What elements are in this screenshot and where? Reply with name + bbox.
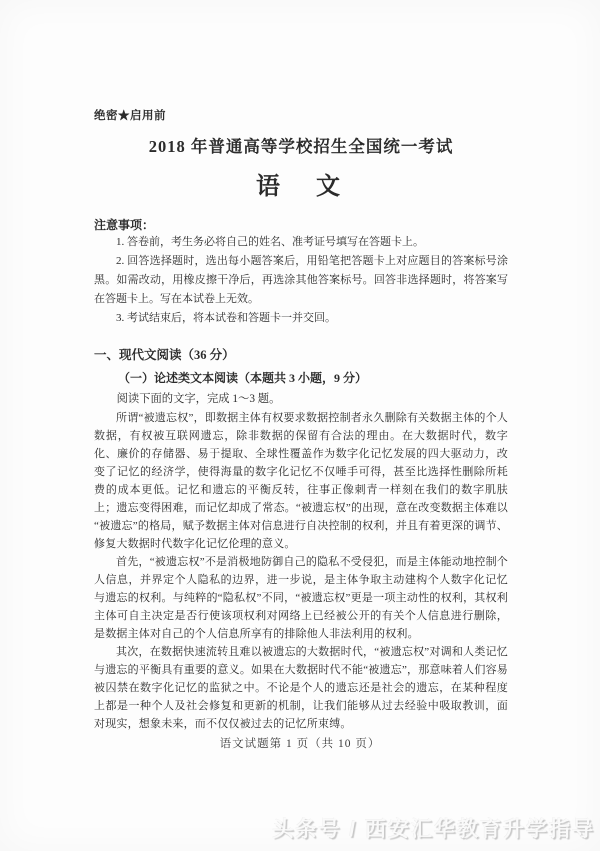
passage-paragraph-3: 其次，在数据快速流转且难以被遗忘的大数据时代，“被遗忘权”对调和人类记忆与遗忘的平衡具有重要的意义。如果在大数据时代不能“被遗忘”，那意味着人们容易被囚禁在数字化记忆的监狱之中。不论是个人的遗忘还是社会的遗忘，在某种程度上都是一种个人及社会修复和更新的机制，让我们能够从过去经验中吸取教训，面对现实，想象未来，而不仅仅被过去的记忆所束缚。	[94, 646, 508, 730]
subsection-heading-argumentative-text: （一）论述类文本阅读（本题共 3 小题，9 分）	[118, 371, 368, 385]
subject-title: 语 文	[256, 174, 346, 200]
watermark: 头条号 / 西安汇华教育升学指导	[272, 818, 595, 841]
notice-section	[94, 216, 508, 328]
notice-item-3: 3. 考试结束后，将本试卷和答题卡一并交回。	[116, 312, 336, 324]
reading-instruction: 阅读下面的文字，完成 1～3 题。	[116, 393, 281, 405]
notice-heading: 注意事项：	[94, 218, 155, 232]
page-number-footer: 语文试题第 1 页（共 10 页）	[219, 738, 381, 750]
exam-title: 2018 年普通高等学校招生全国统一考试	[148, 137, 454, 156]
notice-item-1: 1. 答卷前，考生务必将自己的姓名、准考证号填写在答题卡上。	[116, 236, 424, 248]
classification-label: 绝密★启用前	[94, 110, 166, 122]
passage-paragraph-1: 所谓“被遗忘权”，即数据主体有权要求数据控制者永久删除有关数据主体的个人数据，有权被互联网遗忘，除非数据的保留有合法的理由。在大数据时代，数字化、廉价的存储器、易于提取、全球性覆盖作为数字化记忆发展的四大驱动力，改变了记忆的经济学，使得海量的数字化记忆不仅唾手可得，甚至比选择性删除所耗费的成本更低。记忆和遗忘的平衡反转，往事正像刺青一样刻在我们的数字肌肤上；遗忘变得困难，而记忆却成了常态。“被遗忘权”的出现，意在改变数据主体难以“被遗忘”的格局，赋予数据主体对信息进行自决控制的权利，并且有着更深的调节、修复大数据时代数字化记忆伦理的意义。	[94, 412, 508, 550]
reading-passage	[94, 409, 508, 733]
section-heading-modern-reading: 一、现代文阅读（36 分）	[94, 348, 235, 362]
notice-item-2: 2. 回答选择题时，选出每小题答案后，用铅笔把答题卡上对应题目的答案标号涂黑。如需改动，用橡皮擦干净后，再选涂其他答案标号。回答非选择题时，将答案写在答题卡上。写在本试卷上无效。	[94, 255, 508, 305]
passage-paragraph-2: 首先，“被遗忘权”不是消极地防御自己的隐私不受侵犯，而是主体能动地控制个人信息，并界定个人隐私的边界，进一步说，是主体争取主动建构个人数字化记忆与遗忘的权利。与纯粹的“隐私权”不同，“被遗忘权”更是一项主动性的权利，其权利主体可自主决定是否行使该项权利对网络上已经被公开的有关个人信息进行删除，是数据主体对自己的个人信息所享有的排除他人非法利用的权利。	[94, 556, 508, 640]
